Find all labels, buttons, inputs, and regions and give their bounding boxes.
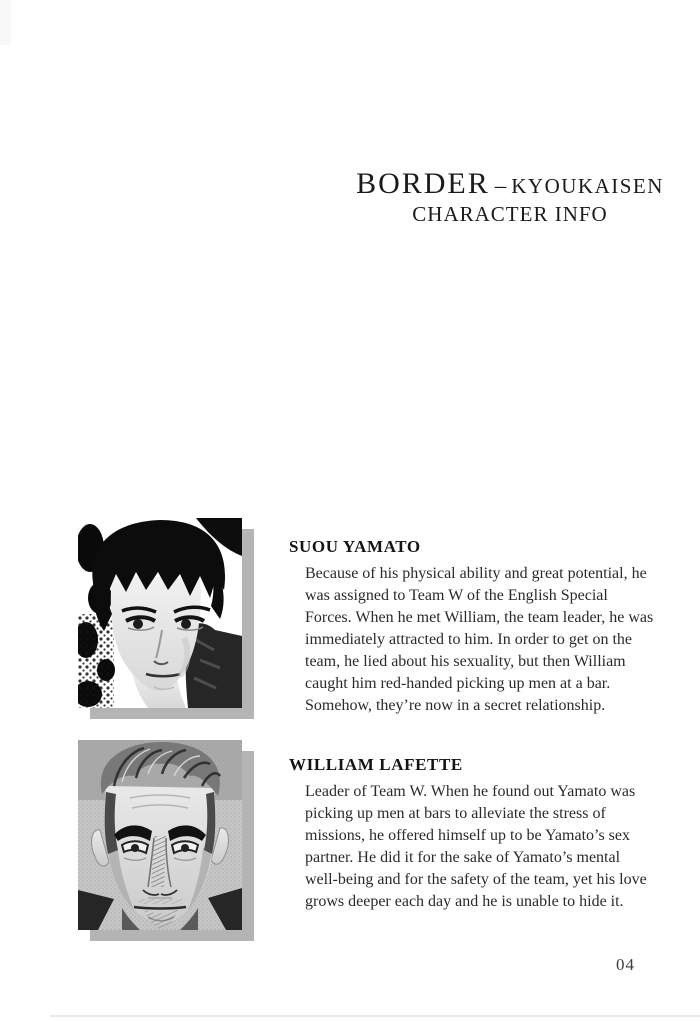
scan-artifact-top-left [0, 0, 11, 45]
character-name: SUOU YAMATO [289, 537, 421, 556]
page-title [330, 168, 690, 225]
scan-artifact-bottom-line [50, 1015, 700, 1017]
william-lafette-portrait [78, 740, 242, 930]
title-subtitle: CHARACTER INFO [412, 201, 608, 226]
suou-yamato-portrait [78, 518, 242, 708]
title-series-sub: KYOUKAISEN [511, 174, 664, 198]
character-description: Because of his physical ability and great potential, he was assigned to Team W of the English Special Forces. When he met William, the team leader, he was immediately attracted to him. In order to get on the team, he lied about his sexuality, but then William caught him red-handed picking up men at a bar. Somehow, they’re now in a secret relationship. [305, 565, 654, 714]
title-separator: – [494, 173, 507, 198]
character-name: WILLIAM LAFETTE [289, 755, 463, 774]
character-description: Leader of Team W. When he found out Yamato was picking up men at bars to alleviate the stress of missions, he offered himself up to be Yamato’s sex partner. He did it for the sake of Yamato’s mental well-being and for the safety of the team, yet his love grows deeper each day and he is unable to hide it. [305, 783, 647, 910]
page-number: 04 [616, 955, 635, 974]
william-lafette-portrait-image [78, 740, 242, 930]
title-series: BORDER [356, 167, 490, 200]
suou-yamato-portrait-image [78, 518, 242, 708]
title-line1 [330, 168, 690, 200]
